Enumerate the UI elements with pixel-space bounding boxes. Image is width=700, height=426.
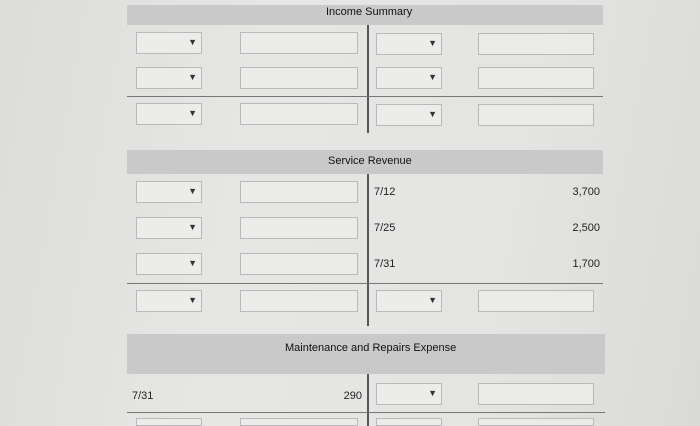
income-summary-debit-amount-input-1[interactable] — [240, 32, 358, 54]
maintenance-repairs-next-input-debit[interactable] — [240, 418, 358, 426]
service-revenue-credit-date-3: 7/31 — [374, 258, 396, 270]
service-revenue-total-line — [127, 283, 603, 284]
income-summary-credit-amount-input-1[interactable] — [478, 33, 594, 55]
service-revenue-credit-date-1: 7/12 — [374, 186, 396, 198]
service-revenue-divider — [367, 174, 369, 326]
service-revenue-balance-date-select-credit[interactable] — [376, 290, 442, 312]
service-revenue-debit-amount-input-2[interactable] — [240, 217, 358, 239]
maintenance-repairs-title: Maintenance and Repairs Expense — [285, 342, 457, 354]
maintenance-repairs-next-input-credit[interactable] — [478, 418, 594, 426]
service-revenue-debit-date-select-2[interactable] — [136, 217, 202, 239]
service-revenue-title: Service Revenue — [328, 155, 412, 167]
service-revenue-credit-amount-3: 1,700 — [572, 258, 600, 270]
maintenance-repairs-next-select[interactable] — [136, 418, 202, 426]
chevron-down-icon: ▼ — [428, 295, 437, 305]
chevron-down-icon: ▼ — [188, 295, 197, 305]
maintenance-repairs-credit-amount-input-1[interactable] — [478, 383, 594, 405]
chevron-down-icon: ▼ — [428, 38, 437, 48]
service-revenue-balance-amount-input-credit[interactable] — [478, 290, 594, 312]
chevron-down-icon: ▼ — [428, 388, 437, 398]
income-summary-balance-date-select-debit[interactable] — [136, 103, 202, 125]
service-revenue-credit-amount-2: 2,500 — [572, 222, 600, 234]
service-revenue-credit-date-2: 7/25 — [374, 222, 396, 234]
service-revenue-balance-amount-input-debit[interactable] — [240, 290, 358, 312]
income-summary-balance-amount-input-debit[interactable] — [240, 103, 358, 125]
service-revenue-balance-date-select-debit[interactable] — [136, 290, 202, 312]
chevron-down-icon: ▼ — [188, 258, 197, 268]
chevron-down-icon: ▼ — [188, 108, 197, 118]
maintenance-repairs-header — [127, 334, 605, 374]
chevron-down-icon: ▼ — [188, 222, 197, 232]
income-summary-debit-date-select-1[interactable] — [136, 32, 202, 54]
maintenance-repairs-credit-date-select-1[interactable] — [376, 383, 442, 405]
maintenance-repairs-debit-date-1: 7/31 — [132, 390, 154, 402]
income-summary-credit-date-select-2[interactable] — [376, 67, 442, 89]
income-summary-title: Income Summary — [326, 6, 413, 18]
maintenance-repairs-next-select-credit[interactable] — [376, 418, 442, 426]
income-summary-balance-amount-input-credit[interactable] — [478, 104, 594, 126]
income-summary-divider — [367, 25, 369, 133]
income-summary-total-line — [127, 96, 603, 97]
service-revenue-debit-amount-input-3[interactable] — [240, 253, 358, 275]
chevron-down-icon: ▼ — [188, 37, 197, 47]
income-summary-credit-date-select-1[interactable] — [376, 33, 442, 55]
maintenance-repairs-divider — [367, 374, 369, 426]
service-revenue-debit-date-select-1[interactable] — [136, 181, 202, 203]
chevron-down-icon: ▼ — [188, 72, 197, 82]
chevron-down-icon: ▼ — [188, 186, 197, 196]
maintenance-repairs-total-line — [127, 412, 605, 413]
income-summary-debit-date-select-2[interactable] — [136, 67, 202, 89]
service-revenue-credit-amount-1: 3,700 — [572, 186, 600, 198]
income-summary-debit-amount-input-2[interactable] — [240, 67, 358, 89]
income-summary-balance-date-select-credit[interactable] — [376, 104, 442, 126]
chevron-down-icon: ▼ — [428, 72, 437, 82]
maintenance-repairs-debit-amount-1: 290 — [343, 390, 362, 402]
service-revenue-debit-amount-input-1[interactable] — [240, 181, 358, 203]
chevron-down-icon: ▼ — [428, 109, 437, 119]
service-revenue-debit-date-select-3[interactable] — [136, 253, 202, 275]
income-summary-credit-amount-input-2[interactable] — [478, 67, 594, 89]
